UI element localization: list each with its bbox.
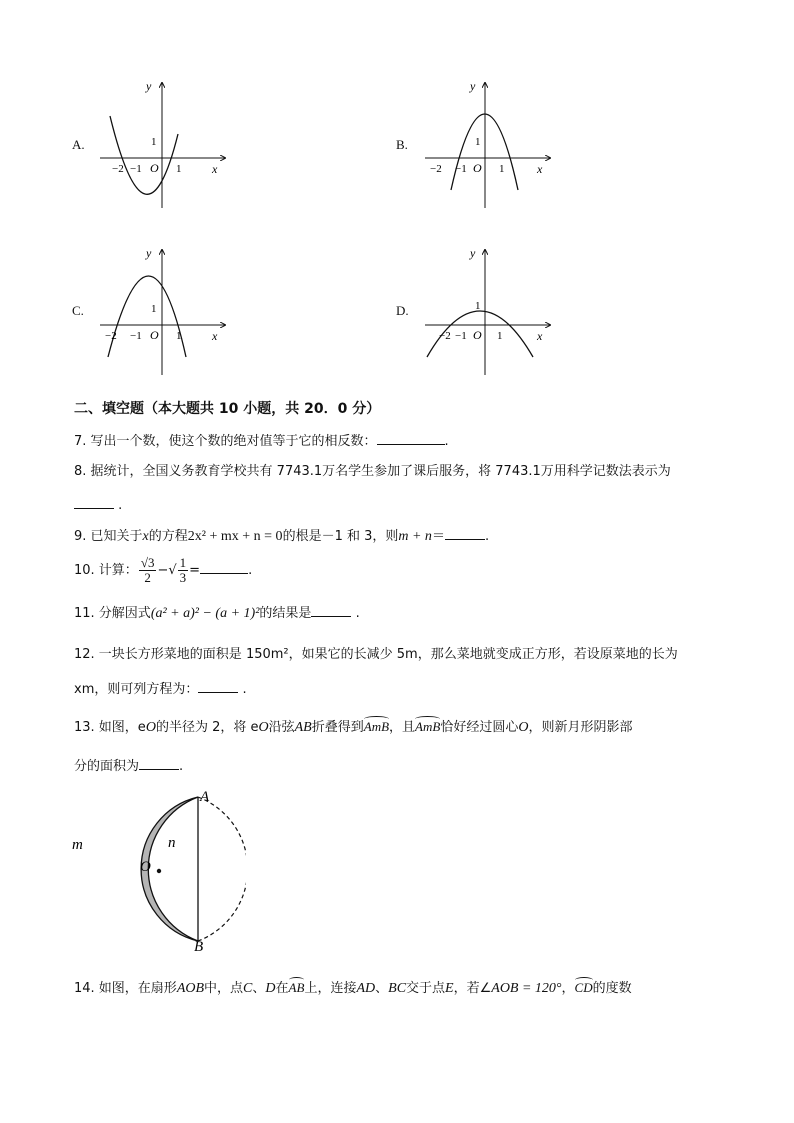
q9-end: . [484,529,490,544]
q14-mid6: ， [561,981,575,996]
option-a-label: A. [72,137,85,152]
q9-mid1: 的方程 [148,529,188,544]
q13-AB: AB [294,720,312,735]
q11-expression: (a² + a)² − (a + 1)² [150,606,260,621]
graph-b [425,78,555,217]
label-o: O [140,859,151,875]
q8-answer-blank[interactable] [74,494,114,509]
tick-1-y: 1 [151,136,157,148]
q9-equation: 2x² + mx + n = 0 [187,529,283,544]
tick-neg1: −1 [130,330,142,342]
graph-d [425,245,555,384]
option-c-label: C. [72,303,84,318]
q14-mid3: 上，连接 [304,981,357,996]
question-14 [74,978,632,999]
q8-end: . [118,498,123,513]
label-b: B [194,939,204,955]
q10-minus: − [157,563,169,578]
figure-13-crescent [66,785,246,959]
q14-C: C [243,981,253,996]
question-7 [74,430,449,452]
q13-mid3: 折叠得到 [311,720,364,735]
q9-x: x [142,529,149,544]
tick-neg2: −2 [430,163,442,175]
q13-mid2: 沿弦 [268,720,295,735]
q10-answer-blank[interactable] [200,559,248,574]
question-11 [74,602,360,624]
q14-mid2: 在 [275,981,289,996]
q13-arc-1: AmB [363,719,390,734]
label-m: m [72,837,83,853]
tick-neg1: −1 [455,163,467,175]
label-n: n [168,835,176,851]
y-label: y [470,246,476,260]
q8-line1: 8. 据统计，全国义务教育学校共有 7743.1万名学生参加了课后服务，将 7743.1万用科学记数法表示为 [74,464,671,479]
parabola [108,276,186,357]
tick-neg2: −2 [112,163,124,175]
q7-text: 7. 写出一个数，使这个数的绝对值等于它的相反数： [74,434,377,449]
q14-mid7: 的度数 [592,981,632,996]
question-13-line2 [74,755,183,777]
dashed-arc [198,797,246,941]
q10-eq: = [189,563,201,578]
question-12 [74,645,678,665]
question-8 [74,462,671,482]
tick-1-x: 1 [176,330,182,342]
tick-1-y: 1 [475,300,481,312]
parabola [110,116,178,194]
question-10: 10. 计算： $\frac{√3}{2}$ −√ $\frac{1}{3}$ = . [74,555,253,585]
q10-end: . [248,563,253,578]
tick-neg1: −1 [130,163,142,175]
section-title: 二、填空题（本大题共 10 小题，共 20．0 分） [74,401,381,417]
q9-mn: m + n [398,529,432,544]
option-b-label: B. [396,137,408,152]
q13-line2: 分的面积为 [74,759,140,774]
q10-pre: 10. 计算： [74,563,138,578]
q14-pre: 14. 如图，在扇形 [74,981,177,996]
q14-mid5: ，若∠ [453,981,492,996]
q7-answer-blank[interactable] [377,430,445,445]
q13-O-1: O [145,720,156,735]
q12-end: . [242,682,247,697]
q9-answer-blank[interactable] [445,525,485,540]
q13-mid4: ，且 [389,720,416,735]
q14-mid1: 中，点 [204,981,244,996]
q11-end: . [355,606,360,621]
q13-pre: 13. 如图，e [74,720,146,735]
q12-answer-blank[interactable] [198,678,238,693]
tick-1-x: 1 [176,163,182,175]
q11-pre: 11. 分解因式 [74,606,151,621]
y-label: y [470,79,476,93]
tick-neg2: −2 [105,330,117,342]
q13-answer-blank[interactable] [139,755,179,770]
tick-1-x: 1 [499,163,505,175]
question-12-line2 [74,678,247,700]
q14-angle: AOB = 120° [491,981,562,996]
q11-post: 的结果是 [259,606,312,621]
q10-fraction-2: $\frac{1}{3}$ [179,555,187,585]
q13-O-3: O [518,720,529,735]
q14-sep2: 、 [375,981,389,996]
q14-sep1: 、 [252,981,266,996]
q14-arc-cd: CD [574,980,593,995]
q9-mid2: 的根是－1 和 3，则 [282,529,399,544]
y-label: y [146,79,152,93]
q14-E: E [445,981,454,996]
tick-1-y: 1 [475,136,481,148]
center-point [157,869,161,873]
q14-AD: AD [356,981,376,996]
tick-1-x: 1 [497,330,503,342]
q13-mid6: ，则新月形阴影部 [528,720,633,735]
option-d-label: D. [396,303,409,318]
x-label: x [537,329,543,343]
origin-label: O [473,328,482,342]
x-label: x [537,162,543,176]
q14-mid4: 交于点 [406,981,446,996]
question-9 [74,525,489,547]
graph-c [100,245,230,384]
tick-neg2: −2 [439,330,451,342]
tick-neg1: −1 [455,330,467,342]
q14-D: D [265,981,276,996]
origin-label: O [473,161,482,175]
graph-a [100,78,230,217]
q13-end: . [179,759,184,774]
q13-O-2: O [258,720,269,735]
q12-line1: 12. 一块长方形菜地的面积是 150m²，如果它的长减少 5m，那么菜地就变成正方形，若设原菜地的长为 [74,647,678,662]
x-label: x [212,162,218,176]
q14-AOB: AOB [176,981,205,996]
q13-arc-2: AmB [415,719,441,734]
q14-arc-ab: AB [288,980,305,995]
q13-mid5: 恰好经过圆心 [440,720,519,735]
q7-end: . [444,434,449,449]
tick-1-y: 1 [151,303,157,315]
label-a: A [200,789,210,805]
origin-label: O [150,328,159,342]
q13-mid1: 的半径为 2，将 e [155,720,259,735]
q11-answer-blank[interactable] [311,602,351,617]
y-label: y [146,246,152,260]
q12-line2: xm，则可列方程为： [74,682,199,697]
x-label: x [212,329,218,343]
q10-fraction-1: $\frac{√3}{2}$ [140,555,155,585]
origin-label: O [150,161,159,175]
question-13 [74,717,632,738]
q9-pre: 9. 已知关于 [74,529,143,544]
q9-eqsign: ＝ [431,529,445,544]
question-8-line2 [74,494,122,516]
q14-BC: BC [388,981,407,996]
